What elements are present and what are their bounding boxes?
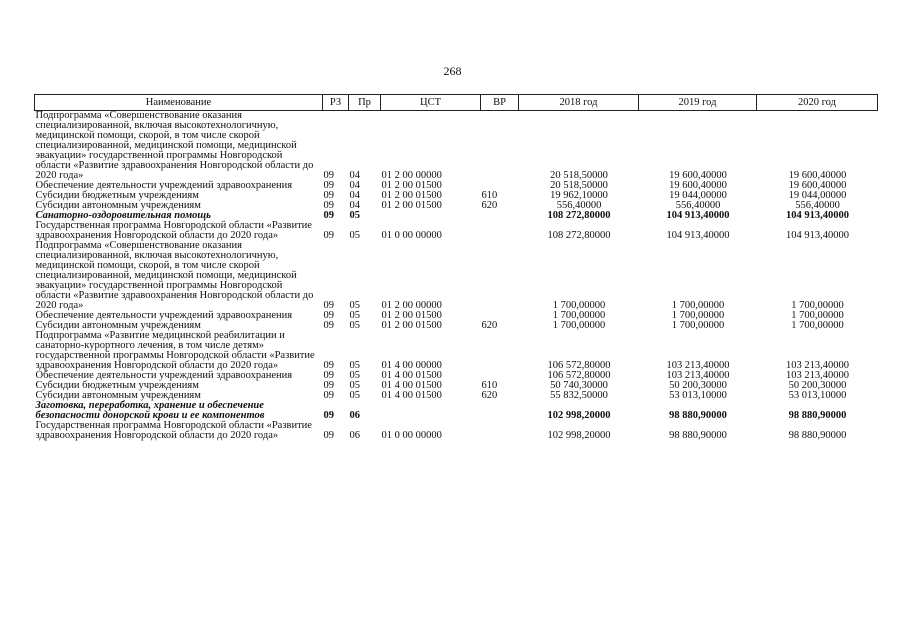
row-2019: 104 913,40000 <box>666 210 730 221</box>
row-name: Субсидии бюджетным учреждениям <box>35 190 199 201</box>
row-2019: 104 913,40000 <box>666 230 730 241</box>
row-name: Заготовка, переработка, хранение и обеспечение безопасности донорской крови и ее компонентов <box>35 400 265 421</box>
row-vr <box>481 421 519 441</box>
row-2020: 103 213,40000 <box>786 370 849 381</box>
row-cst: 01 4 00 01500 <box>381 390 442 401</box>
row-rz: 09 <box>323 410 334 421</box>
row-pr: 06 <box>349 410 360 421</box>
row-2018: 1 700,00000 <box>552 320 606 331</box>
row-pr: 05 <box>349 380 360 391</box>
row-2018: 20 518,50000 <box>550 180 608 191</box>
row-vr: 620 <box>481 320 498 331</box>
row-name: Подпрограмма «Развитие медицинской реабилитации и санаторно-курортного лечения, в том числе детям» государственной программы Новгородской области «Развитие здравоохранения Новгородской области до 2020 года» <box>35 330 315 371</box>
header-pr: Пр <box>349 95 381 111</box>
row-2019: 19 600,40000 <box>669 180 727 191</box>
row-vr: 620 <box>481 200 498 211</box>
row-pr: 06 <box>349 430 360 441</box>
row-rz: 09 <box>323 230 334 241</box>
row-2020: 103 213,40000 <box>786 360 849 371</box>
row-2020: 1 700,00000 <box>791 320 844 331</box>
row-rz: 09 <box>323 370 334 381</box>
row-vr <box>481 241 519 311</box>
row-vr: 610 <box>481 380 498 391</box>
row-name: Санаторно-оздоровительная помощь <box>35 210 211 221</box>
header-2018: 2018 год <box>519 95 639 111</box>
row-vr: 620 <box>481 390 498 401</box>
row-rz: 09 <box>323 380 334 391</box>
row-2020: 53 013,10000 <box>788 390 847 401</box>
row-2020: 19 600,40000 <box>788 170 847 181</box>
row-cst: 01 2 00 00000 <box>381 300 442 311</box>
row-rz: 09 <box>323 190 334 201</box>
row-vr <box>481 221 519 241</box>
row-cst: 01 2 00 01500 <box>381 200 442 211</box>
row-vr <box>481 211 519 221</box>
row-2019: 1 700,00000 <box>671 300 725 311</box>
row-pr: 05 <box>349 310 360 321</box>
table-row <box>35 401 878 421</box>
row-2020: 556,40000 <box>795 200 840 211</box>
row-cst: 01 0 00 00000 <box>381 230 442 241</box>
row-2019: 53 013,10000 <box>669 390 727 401</box>
row-2018: 50 740,30000 <box>550 380 608 391</box>
row-pr: 05 <box>349 230 360 241</box>
row-pr: 05 <box>349 320 360 331</box>
row-pr: 05 <box>349 390 360 401</box>
table-row <box>35 241 878 311</box>
row-2018: 106 572,80000 <box>547 360 611 371</box>
page-number: 268 <box>443 64 462 78</box>
row-2020: 1 700,00000 <box>791 300 844 311</box>
row-name: Подпрограмма «Совершенствование оказания специализированной, включая высокотехнологичную, медицинской помощи, скорой, в том числе скорой специализированной, медицинской помощи, медицинской эвакуации» государственной программы Новгородской области «Развитие здравоохранения Новгородской области до 2020 года» <box>35 240 314 311</box>
row-2018: 102 998,20000 <box>547 410 611 421</box>
header-name: Наименование <box>35 95 323 111</box>
row-rz: 09 <box>323 210 334 221</box>
row-cst: 01 4 00 00000 <box>381 360 442 371</box>
row-cst: 01 4 00 01500 <box>381 370 442 381</box>
row-2018: 19 962,10000 <box>550 190 608 201</box>
header-cst: ЦСТ <box>381 95 481 111</box>
row-2020: 98 880,90000 <box>788 430 847 441</box>
row-2019: 19 600,40000 <box>669 170 727 181</box>
row-name: Обеспечение деятельности учреждений здравоохранения <box>35 310 293 321</box>
row-2019: 98 880,90000 <box>669 410 727 421</box>
row-rz: 09 <box>323 180 334 191</box>
table-row <box>35 421 878 441</box>
row-2018: 556,40000 <box>556 200 602 211</box>
row-vr <box>481 331 519 371</box>
row-name: Государственная программа Новгородской области «Развитие здравоохранения Новгородской области до 2020 года» <box>35 220 312 241</box>
row-2019: 556,40000 <box>675 200 721 211</box>
table-body <box>35 111 878 442</box>
row-2018: 20 518,50000 <box>550 170 608 181</box>
row-2019: 98 880,90000 <box>669 430 727 441</box>
row-pr: 05 <box>349 210 360 221</box>
row-2018: 106 572,80000 <box>547 370 611 381</box>
row-2018: 108 272,80000 <box>547 230 611 241</box>
row-2019: 1 700,00000 <box>671 320 725 331</box>
row-rz: 09 <box>323 310 334 321</box>
row-cst: 01 2 00 01500 <box>381 310 442 321</box>
row-pr: 05 <box>349 300 360 311</box>
row-2020: 98 880,90000 <box>788 410 847 421</box>
row-2020: 104 913,40000 <box>786 210 849 221</box>
row-rz: 09 <box>323 200 334 211</box>
row-rz: 09 <box>323 300 334 311</box>
row-2020: 19 044,00000 <box>788 190 847 201</box>
row-cst: 01 0 00 00000 <box>381 430 442 441</box>
row-2019: 103 213,40000 <box>666 360 730 371</box>
row-rz: 09 <box>323 390 334 401</box>
row-pr: 04 <box>349 200 360 211</box>
header-2019: 2019 год <box>639 95 757 111</box>
header-vr: ВР <box>481 95 519 111</box>
row-pr: 05 <box>349 360 360 371</box>
row-cst <box>381 401 481 421</box>
row-name: Обеспечение деятельности учреждений здравоохранения <box>35 180 293 191</box>
row-2018: 108 272,80000 <box>547 210 611 221</box>
row-2018: 1 700,00000 <box>552 300 606 311</box>
row-2018: 102 998,20000 <box>547 430 611 441</box>
row-name: Государственная программа Новгородской области «Развитие здравоохранения Новгородской области до 2020 года» <box>35 420 312 441</box>
row-cst: 01 2 00 01500 <box>381 180 442 191</box>
row-2020: 104 913,40000 <box>786 230 849 241</box>
row-2020: 1 700,00000 <box>791 310 844 321</box>
row-rz: 09 <box>323 320 334 331</box>
table-row <box>35 331 878 371</box>
row-2018: 55 832,50000 <box>550 390 608 401</box>
table-row <box>35 221 878 241</box>
row-vr <box>481 111 519 182</box>
row-name: Субсидии бюджетным учреждениям <box>35 380 199 391</box>
row-pr: 05 <box>349 370 360 381</box>
row-pr: 04 <box>349 190 360 201</box>
row-cst: 01 4 00 01500 <box>381 380 442 391</box>
row-cst: 01 2 00 01500 <box>381 320 442 331</box>
row-name: Субсидии автономным учреждениям <box>35 390 201 401</box>
row-2019: 1 700,00000 <box>671 310 725 321</box>
row-rz: 09 <box>323 170 334 181</box>
row-rz: 09 <box>323 360 334 371</box>
row-vr: 610 <box>481 190 498 201</box>
row-name: Подпрограмма «Совершенствование оказания специализированной, включая высокотехнологичную, медицинской помощи, скорой, в том числе скорой специализированной, медицинской помощи, медицинской эвакуации» государственной программы Новгородской области «Развитие здравоохранения Новгородской области до 2020 года» <box>35 110 314 181</box>
row-name: Субсидии автономным учреждениям <box>35 200 201 211</box>
header-2020: 2020 год <box>757 95 878 111</box>
row-2018: 1 700,00000 <box>552 310 606 321</box>
row-vr <box>481 401 519 421</box>
row-name: Обеспечение деятельности учреждений здравоохранения <box>35 370 293 381</box>
row-name: Субсидии автономным учреждениям <box>35 320 201 331</box>
budget-table <box>34 94 878 441</box>
table-row <box>35 111 878 182</box>
header-rz: РЗ <box>323 95 349 111</box>
table-header <box>35 95 878 111</box>
row-2020: 19 600,40000 <box>788 180 847 191</box>
row-pr: 04 <box>349 180 360 191</box>
row-2019: 103 213,40000 <box>666 370 730 381</box>
row-pr: 04 <box>349 170 360 181</box>
row-rz: 09 <box>323 430 334 441</box>
row-cst <box>381 211 481 221</box>
row-2019: 50 200,30000 <box>669 380 727 391</box>
row-2019: 19 044,00000 <box>669 190 727 201</box>
row-2020: 50 200,30000 <box>788 380 847 391</box>
row-cst: 01 2 00 01500 <box>381 190 442 201</box>
row-cst: 01 2 00 00000 <box>381 170 442 181</box>
